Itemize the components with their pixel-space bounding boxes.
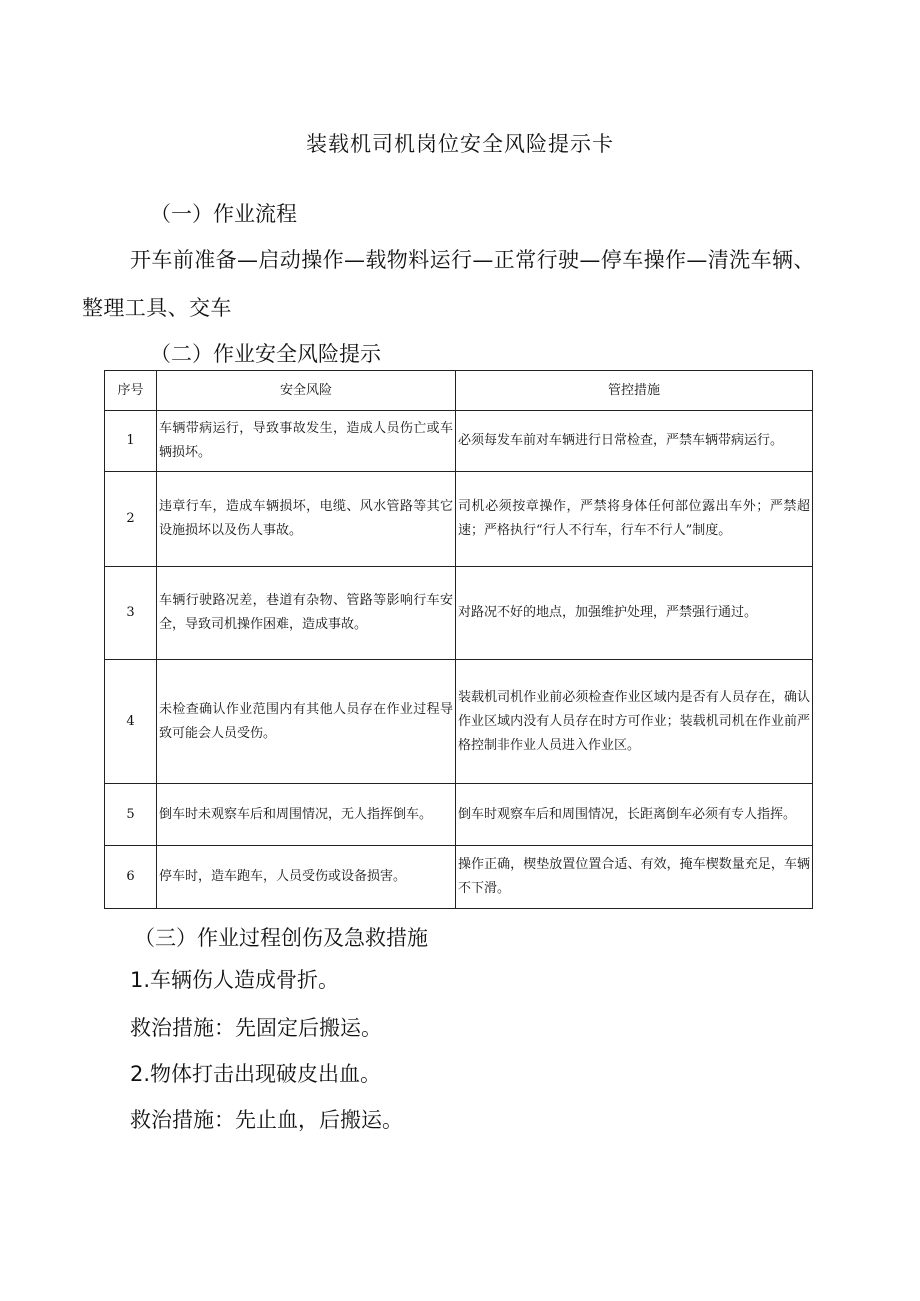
section-heading-workflow: （一）作业流程 xyxy=(150,202,297,226)
first-aid-measure: 救治措施：先固定后搬运。 xyxy=(130,1016,382,1040)
row-control: 倒车时观察车后和周围情况，长距离倒车必须有专人指挥。 xyxy=(456,784,813,846)
page-title: 装载机司机岗位安全风险提示卡 xyxy=(306,132,614,156)
row-control: 必须每发车前对车辆进行日常检查，严禁车辆带病运行。 xyxy=(456,411,813,472)
row-no: 5 xyxy=(105,784,157,846)
row-control: 装载机司机作业前必须检查作业区域内是否有人员存在，确认作业区域内没有人员存在时方可作业；装载机司机在作业前严格控制非作业人员进入作业区。 xyxy=(456,660,813,784)
row-risk: 车辆带病运行，导致事故发生，造成人员伤亡或车辆损坏。 xyxy=(157,411,456,472)
header-no: 序号 xyxy=(105,371,157,411)
row-control: 操作正确，楔垫放置位置合适、有效，掩车楔数量充足，车辆不下滑。 xyxy=(456,846,813,909)
row-control: 对路况不好的地点，加强维护处理，严禁强行通过。 xyxy=(456,567,813,660)
header-risk: 安全风险 xyxy=(157,371,456,411)
section-heading-first-aid: （三）作业过程创伤及急救措施 xyxy=(134,926,428,950)
row-risk: 违章行车，造成车辆损坏，电缆、风水管路等其它设施损坏以及伤人事故。 xyxy=(157,472,456,567)
row-control: 司机必须按章操作，严禁将身体任何部位露出车外；严禁超速；严格执行“行人不行车，行车不行人”制度。 xyxy=(456,472,813,567)
first-aid-item: 1.车辆伤人造成骨折。 xyxy=(130,968,340,992)
section-heading-risk: （二）作业安全风险提示 xyxy=(150,342,381,366)
table-header-row xyxy=(105,371,813,411)
row-no: 6 xyxy=(105,846,157,909)
table-row xyxy=(105,846,813,909)
row-no: 2 xyxy=(105,472,157,567)
first-aid-item: 2.物体打击出现破皮出血。 xyxy=(130,1062,382,1086)
table-row xyxy=(105,472,813,567)
first-aid-measure: 救治措施：先止血，后搬运。 xyxy=(130,1108,403,1132)
row-risk: 倒车时未观察车后和周围情况，无人指挥倒车。 xyxy=(157,784,456,846)
risk-table xyxy=(104,370,813,909)
header-control: 管控措施 xyxy=(456,371,813,411)
row-risk: 车辆行驶路况差，巷道有杂物、管路等影响行车安全，导致司机操作困难，造成事故。 xyxy=(157,567,456,660)
row-risk: 未检查确认作业范围内有其他人员存在作业过程导致可能会人员受伤。 xyxy=(157,660,456,784)
table-row xyxy=(105,567,813,660)
workflow-text: 开车前准备—启动操作—载物料运行—正常行驶—停车操作—清洗车辆、整理工具、交车 xyxy=(82,248,815,320)
table-row xyxy=(105,660,813,784)
table-row xyxy=(105,784,813,846)
row-risk: 停车时，造车跑车，人员受伤或设备损害。 xyxy=(157,846,456,909)
row-no: 4 xyxy=(105,660,157,784)
table-row xyxy=(105,411,813,472)
row-no: 1 xyxy=(105,411,157,472)
row-no: 3 xyxy=(105,567,157,660)
